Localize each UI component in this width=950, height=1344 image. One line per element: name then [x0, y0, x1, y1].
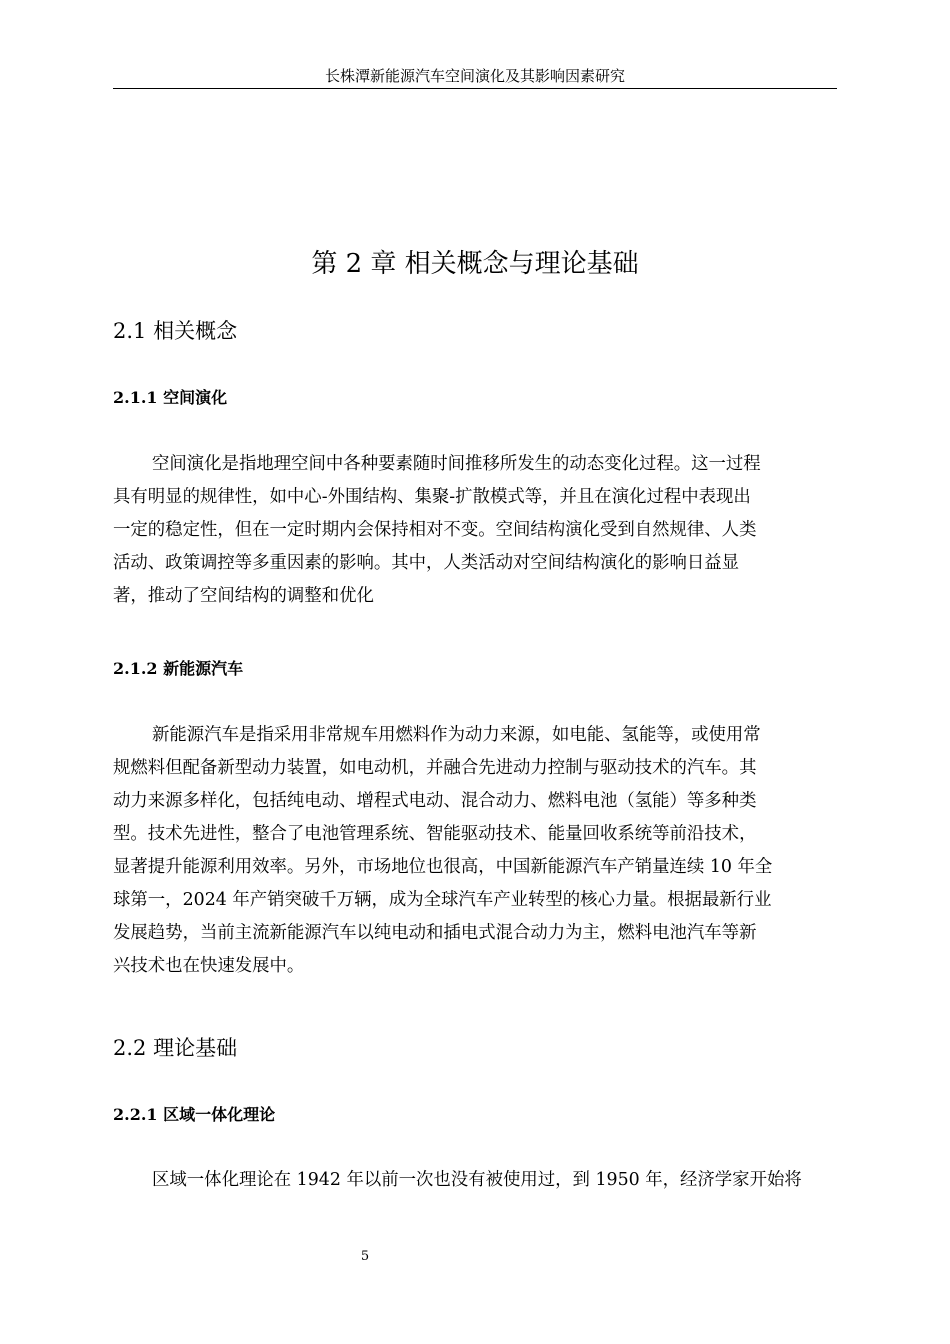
paragraph-line: 兴技术也在快速发展中。 [113, 956, 305, 976]
paragraph-line: 新能源汽车是指采用非常规车用燃料作为动力来源，如电能、氢能等，或使用常 [152, 725, 761, 745]
running-header: 长株潭新能源汽车空间演化及其影响因素研究 [324, 67, 625, 85]
header-rule [113, 88, 837, 89]
paragraph-line: 显著提升能源利用效率。另外，市场地位也很高，中国新能源汽车产销量连续 10 年全 [113, 857, 773, 877]
paragraph-line: 一定的稳定性，但在一定时期内会保持相对不变。空间结构演化受到自然规律、人类 [113, 520, 757, 540]
paragraph-line: 型。技术先进性，整合了电池管理系统、智能驱动技术、能量回收系统等前沿技术， [113, 824, 757, 844]
section-heading-2-2: 2.2 理论基础 [113, 1036, 238, 1060]
paragraph-line: 发展趋势，当前主流新能源汽车以纯电动和插电式混合动力为主，燃料电池汽车等新 [113, 923, 757, 943]
paragraph-line: 活动、政策调控等多重因素的影响。其中，人类活动对空间结构演化的影响日益显 [113, 553, 740, 573]
paragraph-line: 动力来源多样化，包括纯电动、增程式电动、混合动力、燃料电池（氢能）等多种类 [113, 791, 757, 811]
chapter-title: 第 2 章 相关概念与理论基础 [311, 249, 639, 279]
paragraph-line: 球第一，2024 年产销突破千万辆，成为全球汽车产业转型的核心力量。根据最新行业 [113, 890, 772, 910]
subsection-heading-2-1-1: 2.1.1 空间演化 [113, 388, 228, 407]
paragraph-line: 著，推动了空间结构的调整和优化 [113, 586, 374, 606]
paragraph-line: 区域一体化理论在 1942 年以前一次也没有被使用过，到 1950 年，经济学家开始将 [152, 1170, 802, 1190]
subsection-heading-2-1-2: 2.1.2 新能源汽车 [113, 659, 244, 678]
subsection-heading-2-2-1: 2.2.1 区域一体化理论 [113, 1105, 276, 1124]
paragraph-line: 具有明显的规律性，如中心-外围结构、集聚-扩散模式等，并且在演化过程中表现出 [113, 487, 751, 507]
paragraph-line: 空间演化是指地理空间中各种要素随时间推移所发生的动态变化过程。这一过程 [152, 454, 761, 474]
section-heading-2-1: 2.1 相关概念 [113, 319, 238, 343]
paragraph-line: 规燃料但配备新型动力装置，如电动机，并融合先进动力控制与驱动技术的汽车。其 [113, 758, 757, 778]
page-number: 5 [360, 1249, 370, 1264]
